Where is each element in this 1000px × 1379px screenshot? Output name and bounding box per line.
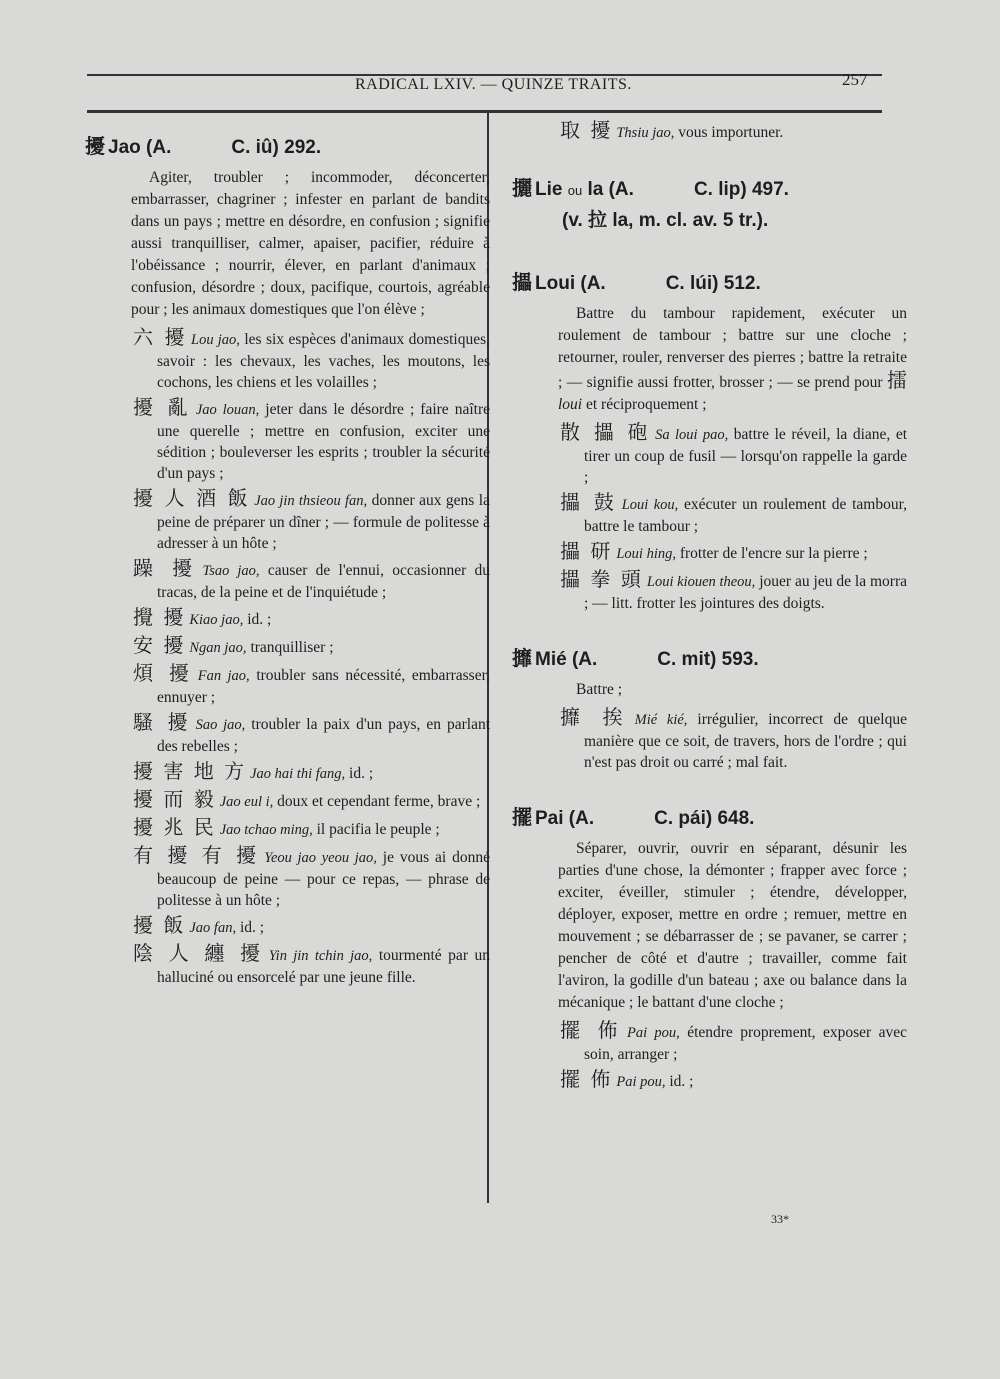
header-rule-bottom <box>87 110 882 113</box>
entry-connector: ou <box>567 183 583 198</box>
definition-text: et réciproquement ; <box>586 396 707 413</box>
gloss: id. ; <box>239 919 265 936</box>
running-head: RADICAL LXIV. — QUINZE TRAITS. <box>355 76 632 93</box>
compound-entry <box>560 422 907 488</box>
compound-characters: 擺 佈 <box>560 1067 613 1091</box>
compound-characters: 騷 擾 <box>133 710 192 734</box>
entry-definition: Séparer, ouvrir, ouvrir en séparant, désunir les parties d'une chose, la démonter ; frapper avec force ; exciter, éveiller, stimuler ; étendre, développer, déployer, exposer, mettre en ordre ; remuer, mettre en mouvement ; se débarrasser de ; se pavaner, se carrer ; pencher de côté et d'autre ; travailler, comme fait l'aviron, la godille d'un bateau ; axe ou balance dans la mécanique ; le battant d'une cloche ; <box>558 840 907 1011</box>
compound-entry <box>133 607 490 631</box>
gloss: vous importuner. <box>678 124 784 141</box>
compound-characters: 攪 擾 <box>133 605 186 629</box>
compound-entry <box>133 789 490 813</box>
gloss: battre le réveil, la diane, et tirer un coup de fusil — lorsqu'on rappelle la garde ; <box>584 426 908 486</box>
compound-characters: 取 擾 <box>560 118 613 142</box>
romanization: Yin jin tchin jao, <box>268 948 373 964</box>
compound-entry <box>133 327 490 393</box>
romanization: Pai pou, <box>616 1074 666 1090</box>
entry-ref: C. iû) 292. <box>231 137 322 158</box>
entry-name: Lie <box>535 179 563 200</box>
gloss: id. ; <box>247 611 272 628</box>
romanization: Loui kou, <box>621 497 679 513</box>
romanization: Jao louan, <box>195 402 260 418</box>
romanization: Jao fan, <box>189 920 237 936</box>
compound-characters: 安 擾 <box>133 633 186 657</box>
entry-definition <box>512 303 907 416</box>
compound-entry <box>133 845 490 911</box>
romanization: Sao jao, <box>195 717 246 733</box>
romanization: Loui kiouen theou, <box>646 574 756 590</box>
entry-definition: Agiter, troubler ; incommoder, déconcerter, embarrasser, chagriner ; infester en parlant de bandits dans un pays ; mettre en désordre, en confusion ; signifie aussi tranquilliser, calmer, apaiser, pacifier, réduire à l'obéissance ; nourrir, élever, en parlant d'animaux ; confusion, désordre ; doux, pacifique, courtois, agréable pour ; les animaux domestiques que l'on élève ; <box>131 169 490 318</box>
compound-list <box>512 422 907 614</box>
compound-characters: 攂 研 <box>560 539 613 563</box>
signature-mark: 33* <box>771 1212 789 1226</box>
compound-entry <box>560 569 907 614</box>
gloss: doux et cependant ferme, brave ; <box>277 793 481 810</box>
page-number: 257 <box>842 70 868 89</box>
definition-text: Battre du tambour rapidement, exécuter un roulement de tambour ; battre sur une cloche ; retourner, rouler, renverser des pierres ; battre la retraite ; — signifie aussi frotter, brosser ; — se prend pour <box>558 305 907 391</box>
compound-entry <box>133 558 490 603</box>
inline-character: 擂 <box>887 368 908 392</box>
compound-characters: 陰 人 纏 擾 <box>133 941 265 965</box>
entry-ref: C. lip) 497. <box>693 179 789 200</box>
compound-entry <box>560 541 907 565</box>
gloss: jeter dans le désordre ; faire naître une querelle ; mettre en confusion, exciter une sédition ; bouleverser les esprits ; troubler la sécurité d'un pays ; <box>157 401 491 482</box>
romanization: Kiao jao, <box>189 612 244 628</box>
compound-characters: 擾 飯 <box>133 913 186 937</box>
gloss: jouer au jeu de la morra ; — litt. frotter les jointures des doigts. <box>584 573 908 612</box>
compound-characters: 煩 擾 <box>133 661 194 685</box>
compound-entry <box>133 488 490 554</box>
compound-entry <box>133 817 490 841</box>
compound-entry <box>560 707 907 773</box>
entry-crossref: (v. 拉 la, m. cl. av. 5 tr.). <box>562 210 769 231</box>
compound-characters: 攂 拳 頭 <box>560 567 643 591</box>
entry-heading-pai <box>512 801 907 830</box>
compound-entry <box>560 1069 907 1093</box>
compound-characters: 攠 挨 <box>560 705 631 729</box>
romanization: Sa loui pao, <box>655 427 729 443</box>
entry-heading-mie <box>512 642 907 671</box>
compound-entry <box>133 663 490 708</box>
entry-name: Loui (A. <box>535 273 606 294</box>
gloss: troubler sans nécessité, embarrasser, ennuyer ; <box>157 667 491 706</box>
romanization: Tsao jao, <box>202 563 260 579</box>
gloss: les six espèces d'animaux domestiques, savoir : les chevaux, les vaches, les moutons, les cochons, les chiens et les volailles ; <box>157 331 491 391</box>
gloss: causer de l'ennui, occasionner du tracas, de la peine et de l'inquiétude ; <box>157 562 491 601</box>
romanization: Yeou jao yeou jao, <box>264 850 377 866</box>
compound-characters: 六 擾 <box>133 325 188 349</box>
compound-characters: 擺 佈 <box>560 1018 624 1042</box>
entry-name: Pai (A. <box>535 808 595 829</box>
entry-heading-jao <box>85 130 490 159</box>
compound-list <box>512 1020 907 1093</box>
gloss: troubler la paix d'un pays, en parlant des rebelles ; <box>157 716 491 755</box>
compound-characters: 散 攂 砲 <box>560 420 652 444</box>
compound-characters: 攂 鼓 <box>560 490 618 514</box>
compound-list <box>512 707 907 773</box>
romanization: Jao jin thsieou fan, <box>254 493 368 509</box>
gloss: id. ; <box>669 1073 694 1090</box>
compound-entry <box>133 915 490 939</box>
compound-entry <box>560 120 907 144</box>
gloss: il pacifia le peuple ; <box>316 821 440 838</box>
romanization: Lou jao, <box>191 332 240 348</box>
right-column <box>512 120 907 1097</box>
compound-characters: 有 擾 有 擾 <box>133 843 261 867</box>
compound-entry <box>133 761 490 785</box>
character: 攂 <box>512 270 532 294</box>
entry-definition: Battre ; <box>576 681 623 698</box>
entry-heading-loui <box>512 266 907 295</box>
compound-entry <box>133 712 490 757</box>
compound-entry <box>560 1020 907 1065</box>
compound-characters: 躁 擾 <box>133 556 199 580</box>
inline-romanization: loui <box>558 396 583 413</box>
romanization: Thsiu jao, <box>616 125 675 141</box>
gloss: tourmenté par un halluciné ou ensorcelé par une jeune fille. <box>157 947 491 986</box>
character: 攦 <box>512 176 532 200</box>
character: 攠 <box>512 646 532 670</box>
romanization: Fan jao, <box>197 668 250 684</box>
entry-name: Jao (A. <box>108 137 172 158</box>
compound-characters: 擾 人 酒 飯 <box>133 486 251 510</box>
romanization: Ngan jao, <box>189 640 247 656</box>
romanization: Jao hai thi fang, <box>250 766 346 782</box>
gloss: donner aux gens la peine de préparer un dîner ; — formule de politesse à adresser à un hôte ; <box>157 492 490 552</box>
romanization: Jao tchao ming, <box>219 822 313 838</box>
compound-list <box>85 327 490 988</box>
entry-ref: C. mit) 593. <box>657 649 759 670</box>
gloss: je vous ai donné beaucoup de peine — pour ce repas, — phrase de politesse à un hôte ; <box>157 849 490 909</box>
compound-entry <box>133 943 490 988</box>
compound-entry <box>133 635 490 659</box>
gloss: id. ; <box>349 765 374 782</box>
compound-characters: 擾 而 毅 <box>133 787 216 811</box>
compound-characters: 擾 亂 <box>133 395 192 419</box>
entry-ref: C. lúi) 512. <box>665 273 761 294</box>
compound-characters: 擾 害 地 方 <box>133 759 247 783</box>
character: 擾 <box>85 134 105 158</box>
compound-entry <box>133 397 490 484</box>
entry-ref: C. pái) 648. <box>654 808 755 829</box>
entry-name-alt: la (A. <box>587 179 634 200</box>
compound-entry <box>560 492 907 537</box>
gloss: frotter de l'encre sur la pierre ; <box>679 545 868 562</box>
character: 擺 <box>512 805 532 829</box>
entry-name: Mié (A. <box>535 649 598 670</box>
romanization: Loui hing, <box>616 546 676 562</box>
romanization: Jao eul i, <box>219 794 274 810</box>
gloss: exécuter un roulement de tambour, battre le tambour ; <box>584 496 908 535</box>
compound-characters: 擾 兆 民 <box>133 815 216 839</box>
gloss: irrégulier, incorrect de quelque manière que ce soit, de travers, hors de l'ordre ; qui n'est pas droit ou carré ; mal fait. <box>584 711 907 771</box>
gloss: tranquilliser ; <box>250 639 334 656</box>
left-column <box>85 120 490 992</box>
romanization: Pai pou, <box>627 1025 680 1041</box>
entry-heading-lie <box>512 172 907 201</box>
gloss: étendre proprement, exposer avec soin, arranger ; <box>584 1024 908 1063</box>
romanization: Mié kié, <box>634 712 688 728</box>
